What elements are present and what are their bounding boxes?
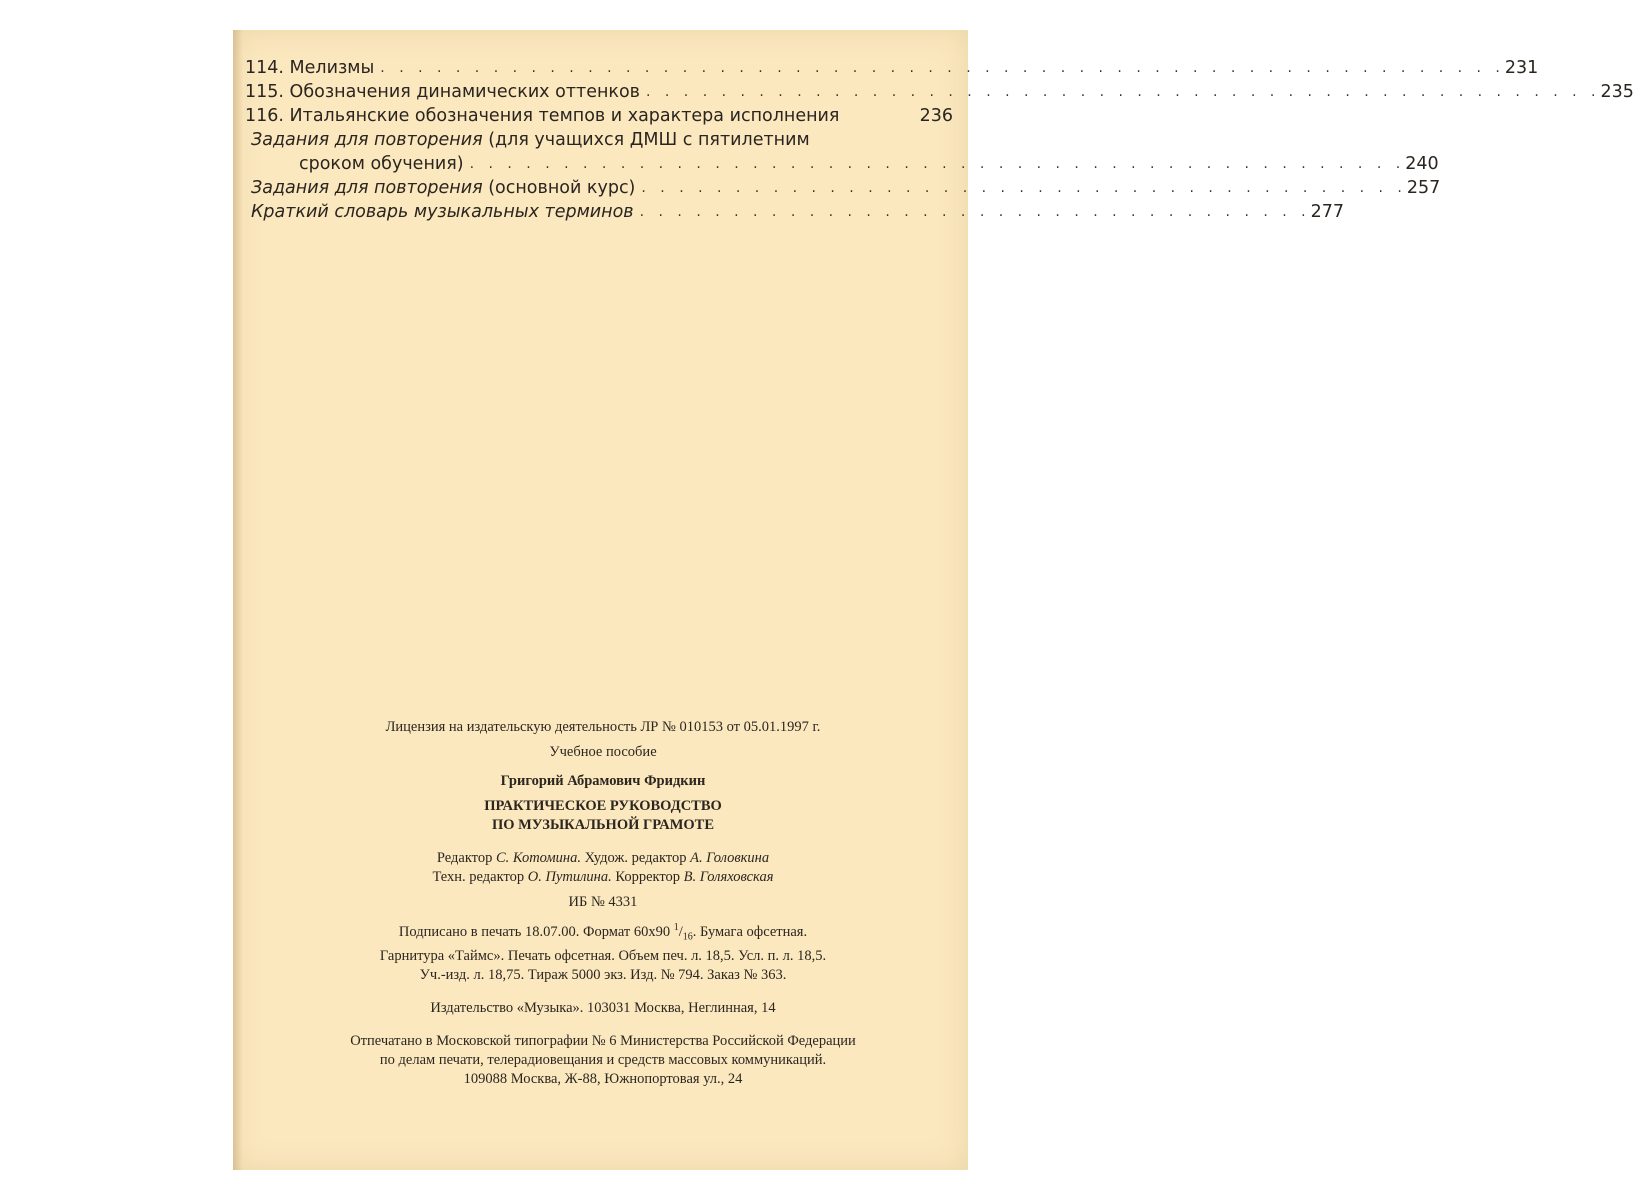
editor-name: С. Котомина. bbox=[495, 850, 581, 866]
dot-leader: . . . . . . . . . . . . . . . . . . . . . . . . . . . . . . . . . . . . . . . . . . . . . . . . . . bbox=[469, 156, 1406, 172]
toc-review-title bbox=[251, 176, 641, 200]
toc-item-number: 114. bbox=[245, 58, 284, 78]
tech-editor-label: Техн. редактор bbox=[432, 869, 525, 885]
dot-leader bbox=[845, 104, 903, 128]
editors-line-2 bbox=[273, 868, 933, 887]
toc-review-italic: Задания для повторения bbox=[251, 178, 483, 198]
toc-dictionary-title: Краткий словарь музыкальных терминов bbox=[251, 202, 634, 222]
author-name: Григорий Абрамович Фридкин bbox=[500, 773, 706, 789]
toc-page-number: 235 bbox=[1600, 82, 1634, 102]
printer-line-3: 109088 Москва, Ж-88, Южнопортовая ул., 24 bbox=[463, 1070, 743, 1087]
book-page bbox=[233, 30, 1634, 1170]
toc-item-title bbox=[245, 80, 646, 104]
toc-review-item bbox=[245, 176, 1441, 200]
print-details-3: Уч.-изд. л. 18,75. Тираж 5000 экз. Изд. № 794. Заказ № 363. bbox=[419, 966, 787, 983]
print-details-1b: . Бумага офсетная. bbox=[692, 923, 808, 940]
print-details-1a: Подписано в печать 18.07.00. Формат 60x90 bbox=[398, 923, 674, 940]
toc-review-rest: (основной курс) bbox=[482, 178, 636, 198]
print-details-1: Подписано в печать 18.07.00. Формат 60x90 $^1/_{16}$. Бумага офсетная. bbox=[398, 922, 808, 943]
dot-leader: . . . . . . . . . . . . . . . . . . . . . . . . . . . . . . . . . . . . . . . . . . . . . . . . . . . . . . . . . . . . bbox=[380, 60, 1505, 76]
toc-dictionary-item bbox=[245, 200, 1344, 224]
toc-item bbox=[245, 104, 953, 128]
toc-item-text: Итальянские обозначения темпов и характера исполнения bbox=[289, 106, 840, 126]
corrector-name: В. Голяховская bbox=[683, 869, 774, 885]
toc-item bbox=[245, 56, 1539, 80]
toc-item-title bbox=[245, 56, 380, 80]
toc-item bbox=[245, 80, 1634, 104]
toc-item-text: Мелизмы bbox=[289, 58, 375, 78]
toc-page-number: 236 bbox=[919, 106, 953, 126]
book-title-line-2: ПО МУЗЫКАЛЬНОЙ ГРАМОТЕ bbox=[491, 817, 715, 833]
editor-label: Редактор bbox=[436, 850, 493, 866]
toc-page-number: 231 bbox=[1504, 58, 1539, 78]
print-details-2: Гарнитура «Таймс». Печать офсетная. Объем печ. л. 18,5. Усл. п. л. 18,5. bbox=[379, 947, 827, 964]
publisher-line: Издательство «Музыка». 103031 Москва, Неглинная, 14 bbox=[430, 999, 776, 1016]
toc-review-continuation: сроком обучения) bbox=[299, 154, 464, 174]
editors-line-1 bbox=[273, 849, 933, 868]
dot-leader: . . . . . . . . . . . . . . . . . . . . . . . . . . . . . . . . . . . . . . . . . bbox=[641, 180, 1407, 196]
toc-page-number: 277 bbox=[1310, 202, 1344, 222]
toc-review-rest: (для учащихся ДМШ с пятилетним bbox=[482, 130, 810, 150]
corrector-label: Корректор bbox=[615, 869, 681, 885]
table-of-contents bbox=[245, 56, 1634, 224]
format-fraction-numerator: 1 bbox=[673, 922, 679, 933]
dot-leader: . . . . . . . . . . . . . . . . . . . . . . . . . . . . . . . . . . . . . . . . . . . . . . . . . . . bbox=[646, 84, 1601, 100]
book-title-line-1: ПРАКТИЧЕСКОЕ РУКОВОДСТВО bbox=[484, 798, 722, 814]
book-type: Учебное пособие bbox=[549, 744, 657, 760]
toc-page-number: 257 bbox=[1406, 178, 1441, 198]
art-editor-label: Худож. редактор bbox=[584, 850, 687, 866]
toc-item-title bbox=[245, 104, 845, 128]
printer-line-2: по делам печати, телерадиовещания и средств массовых коммуникаций. bbox=[379, 1051, 827, 1068]
ib-number: ИБ № 4331 bbox=[568, 894, 638, 910]
art-editor-name: А. Головкина bbox=[690, 850, 770, 866]
toc-item-number: 116. bbox=[245, 106, 284, 126]
format-fraction-denominator: 16 bbox=[682, 931, 693, 943]
printer-line-1: Отпечатано в Московской типографии № 6 Министерства Российской Федерации bbox=[350, 1032, 856, 1049]
toc-review-italic: Задания для повторения bbox=[251, 130, 483, 150]
license-line: Лицензия на издательскую деятельность ЛР № 010153 от 05.01.1997 г. bbox=[385, 719, 821, 735]
toc-page-number: 240 bbox=[1405, 154, 1439, 174]
tech-editor-name: О. Путилина. bbox=[527, 869, 612, 885]
toc-item-number: 115. bbox=[245, 82, 284, 102]
toc-review-item bbox=[245, 128, 1439, 176]
toc-item-text: Обозначения динамических оттенков bbox=[289, 82, 640, 102]
dot-leader: . . . . . . . . . . . . . . . . . . . . . . . . . . . . . . . . . . . . bbox=[639, 204, 1311, 220]
toc-review-title bbox=[245, 128, 953, 152]
imprint-block bbox=[273, 718, 933, 1089]
